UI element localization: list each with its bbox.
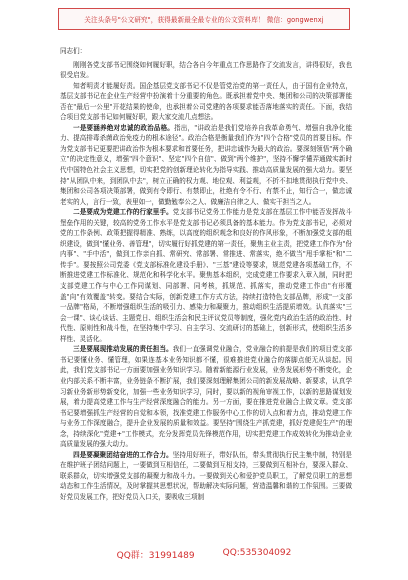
paragraph [60, 60, 352, 81]
paragraph-text: 刚刚各党支部书记围绕如何履好职，结合各自今年重点工作思路作了交流发言，讲得很好，我也很受启发。 [60, 60, 352, 80]
document-body [60, 46, 352, 503]
paragraph-text: 坚持用好班子，带好队伍，带头贯彻执行民主集中制，特别是在维护班子团结问题上，一要做到互相信任，二要做到互相支持，三要做到互相补台，要深入群众、联系群众，切实增强党支部的凝聚力和战斗力。一要做到关心和爱护党员职工，了解党员职工的思想动态和工作生活情况，及时掌握其思想状况，帮助解决实际问题，营造温馨和谐的工作氛围。三要做好党员发展工作，把好党员入口关，要吸收三项制 [60, 450, 352, 501]
paragraph [60, 344, 352, 449]
salutation: 同志们： [60, 47, 87, 55]
paragraph [60, 207, 352, 344]
paragraph-text: 我们一直强调党业融合，党业融合的前提是我们的项目党支部书记要懂业务、懂管理，如果连基本业务知识都不懂，很难推进党业融合的落脚点便无从谈起。因此，我们党支部书记一方面要加强业务知识学习。随着新能源行业发展，业务发展形势不断变化，企业内部关系不断丰富，业务链条不断扩展，我们要深刻理解集团公司的新发展战略、新要求，认真学习新业务新形势新变化，加强一些业务知识学习，同时，要以新的视角审视工作，以新的思路谋划发展，着力提高党建工作与生产经营深度融合的能力。另一方面，要在推进党业融合上做文章。党支部书记要增强抓生产经营的自觉和本领，找准党建工作服务中心工作的切入点和着力点，推动党建工作与业务工作深度融合，提升企业发展的质量和效益。要坚持"围绕生产抓党建，抓好党建促生产"的理念，持续深化"党建+"工作模式，充分发挥党员先锋模范作用，切实把党建工作成效转化为推动企业高质量发展的强大动力。 [60, 345, 352, 449]
paragraph-text: 党支部书记党务工作能力是党支部在基层工作中能否发挥战斗堡垒作用的关键，较高的党务工作水平是党支部书记必须具备的基本能力。作为党支部书记，必须对党的工作条例、政策把握得精准、熟练，以高度的组织观念和良好的作风形象，不断加强党支部的组织建设，做到"懂业务、善管理"，切实履行好抓党建的第一责任，聚焦主业主责，把党建工作作为"份内事"、"手中活"，做到工作亲自抓、常研究、常部署、常推进、常落实，绝不做当"甩手掌柜"和"二传手"。要按照公司党委《党支部标准化建设手册》、"三基"建设等要求，规范党建各项基础工作，不断推进党建工作标准化、规范化和科学化水平。聚焦基本组织，完成党建工作要求入章入制，同时把支部党建工作与中心工作同谋划、同部署、同考核，抓规范、抓落实，推动党建工作由"有形覆盖"向"有效覆盖"转变。要结合实际，创新党建工作方式方法，持续打造特色支部品牌，形成"一支部一品牌"格局，不断增强组织生活的吸引力、感染力和凝聚力，推动组织生活提质增效。认真落实"三会一课"、谈心谈话、主题党日、组织生活会和民主评议党员等制度，强化党内政治生活的政治性、时代性、原则性和战斗性，在坚持集中学习、自主学习、交流研讨的基础上，创新形式，使组织生活多样性、灵活化。 [60, 208, 352, 343]
paragraph-text: 知者明责才能履好责。国企基层党支部书记不仅是管党治党的第一责任人，由于国有企业特点，基层支部书记在企业生产经营中扮演着十分重要的角色。既承担着党中央、集团和公司的决策部署能否在"最后一公里"开花结果的使命，也承担着公司党建的各项要求能否落地落实的责任。下面，我结合项目党支部书记如何履好职，跟大家交流几点想法。 [60, 81, 352, 122]
paragraph [60, 123, 352, 207]
footer-qq: QQ:535304092 [222, 548, 292, 558]
footer [0, 548, 408, 564]
paragraph-heading: 一是要涵养绝对忠诚的政治品格。 [73, 123, 175, 132]
paragraph-list [60, 60, 352, 503]
paragraph-heading: 四是要凝聚团结奋进的工作合力。 [73, 450, 173, 459]
paragraph-heading: 二是要成为党建工作的行家里手。 [73, 208, 173, 217]
paragraph [60, 81, 352, 123]
footer-qq-group: QQ群：31991489 [116, 551, 195, 561]
paragraph-heading: 三是要展现推动发展的责任担当。 [73, 345, 173, 354]
paragraph-text: 指出，"讲政治是我们党培养自我革命勇气、增强自我净化能力、提高排毒杀菌政治免疫力的根本途径"。政治合格是衡量我们作为"四个合格"党员的首要目标。作为党支部书记更要把讲政治作为根本要求和首要任务，把讲忠诚作为最大的政治。要深刻领悟"两个确立"的决定性意义，增强"四个意识"、坚定"四个自信"、做到"两个维护"，坚持不懈学懂弄通做实新时代中国特色社会主义思想，切实把党的创新理论转化为指导实践、推动高质量发展的强大动力。要坚持"从团队中来，到团队中去"，树立正确的权力观、地位观、利益观，不折不扣地贯彻执行党中央、集团和公司各项决策部署，做到有令即行、有禁即止，杜绝有令不行、有禁不止，知行合一，做忠诚老实的人，言行一致，表里如一，做勤勉奉公之人、做廉洁自律之人、做实干担当之人。 [60, 123, 352, 206]
paragraph [60, 450, 352, 503]
promo-banner-text: 关注头条号"公文研究"，获得最新最全最专业的公文资料库！ 微信：gongwenxj [84, 16, 324, 24]
promo-banner [58, 8, 350, 30]
